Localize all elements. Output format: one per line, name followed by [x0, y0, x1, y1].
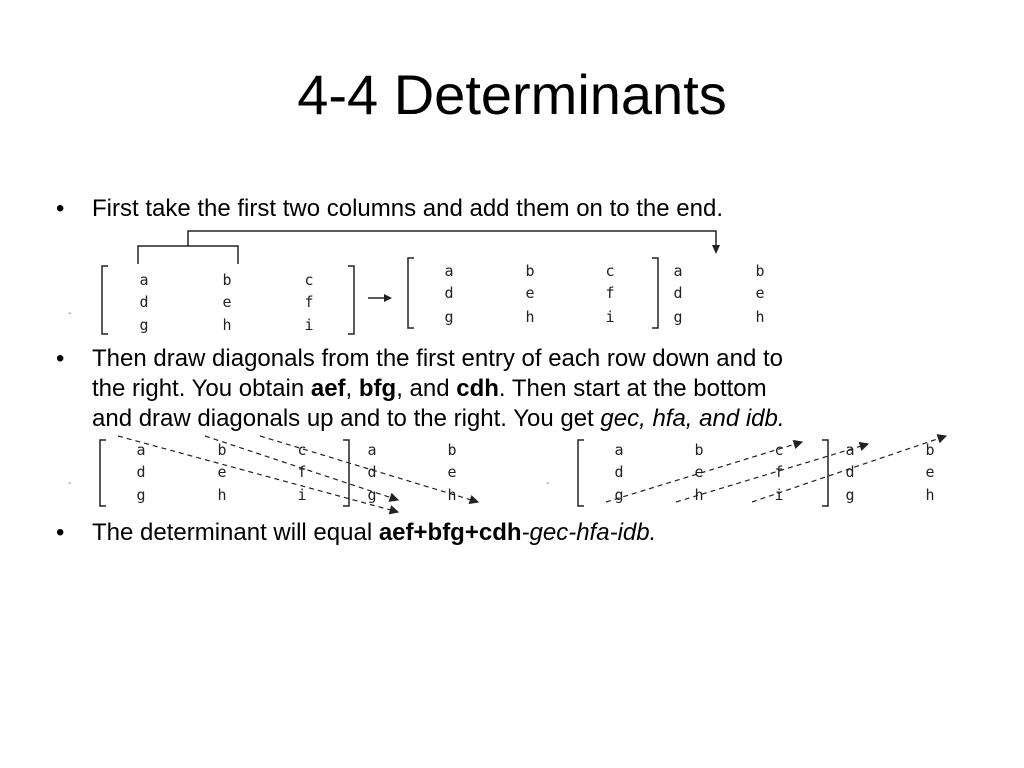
x2-d: d	[136, 463, 146, 481]
m-d: d	[139, 293, 149, 311]
m-f: f	[304, 293, 314, 311]
m-c: c	[304, 271, 314, 289]
m2-bracket-open	[100, 440, 106, 506]
x2-f: f	[297, 463, 307, 481]
text-run: , and	[396, 375, 457, 402]
x1-f: f	[605, 284, 615, 302]
m2-bracket-close	[343, 440, 349, 506]
x3-i: i	[774, 486, 784, 504]
x1-a: a	[444, 262, 454, 280]
m3-bracket-close	[822, 440, 828, 506]
x3-g2: g	[845, 486, 855, 504]
x2-b: b	[217, 441, 227, 459]
x2-g2: g	[367, 486, 377, 504]
x1-i: i	[605, 308, 615, 326]
x2-d2: d	[367, 463, 377, 481]
x2-h: h	[217, 486, 227, 504]
x1-e2: e	[755, 284, 765, 302]
x2-c: c	[297, 441, 307, 459]
text-run: The determinant will equal	[92, 519, 379, 546]
x3-a: a	[614, 441, 624, 459]
m3-bracket-open	[578, 440, 584, 506]
tick-mark: -	[546, 478, 550, 489]
m-b: b	[222, 271, 232, 289]
x1-g2: g	[673, 308, 683, 326]
term-bfg: bfg	[358, 375, 397, 402]
positive-terms: aef+bfg+cdh	[378, 519, 522, 546]
text-run: . Then start at the bottom	[498, 375, 767, 402]
x2-g: g	[136, 486, 146, 504]
m-e: e	[222, 293, 232, 311]
m-i: i	[304, 316, 314, 334]
x2-h2: h	[447, 486, 457, 504]
m-g: g	[139, 316, 149, 334]
x3-h: h	[694, 486, 704, 504]
text-run: and draw diagonals up and to the right. You get	[92, 405, 601, 432]
x1-d: d	[444, 284, 454, 302]
x2-e: e	[217, 463, 227, 481]
x1-h2: h	[755, 308, 765, 326]
bullet-dot: •	[56, 345, 65, 372]
x1-e: e	[525, 284, 535, 302]
x3-g: g	[614, 486, 624, 504]
term-cdh: cdh	[456, 375, 499, 402]
x2-a: a	[136, 441, 146, 459]
x3-e: e	[694, 463, 704, 481]
m-h: h	[222, 316, 232, 334]
x3-e2: e	[925, 463, 935, 481]
x2-i: i	[297, 486, 307, 504]
x3-d2: d	[845, 463, 855, 481]
text-run: the right. You obtain	[92, 375, 311, 402]
tick-mark: -	[68, 308, 72, 319]
x1-h: h	[525, 308, 535, 326]
x3-h2: h	[925, 486, 935, 504]
bullet-1-text: First take the first two columns and add them on to the end.	[92, 195, 723, 222]
x1-b: b	[525, 262, 535, 280]
x2-b2: b	[447, 441, 457, 459]
text-run: Then draw diagonals from the first entry of each row down and to	[92, 345, 784, 372]
x3-a2: a	[845, 441, 855, 459]
x1-a2: a	[673, 262, 683, 280]
x3-d: d	[614, 463, 624, 481]
tick-mark: -	[68, 478, 72, 489]
x3-b2: b	[925, 441, 935, 459]
m-a: a	[139, 271, 149, 289]
x3-f: f	[774, 463, 784, 481]
terms-gec-hfa-idb: gec, hfa, and idb.	[600, 405, 785, 432]
bullet-dot: •	[56, 195, 65, 222]
x2-a2: a	[367, 441, 377, 459]
bullet-3	[56, 518, 657, 548]
x1-c: c	[605, 262, 615, 280]
x1-b2: b	[755, 262, 765, 280]
slide-title: 4-4 Determinants	[297, 63, 727, 126]
negative-terms: -gec-hfa-idb.	[521, 519, 657, 546]
x2-e2: e	[447, 463, 457, 481]
x1-g: g	[444, 308, 454, 326]
x1-d2: d	[673, 284, 683, 302]
text-run: ,	[345, 375, 359, 402]
x3-b: b	[694, 441, 704, 459]
x3-c: c	[774, 441, 784, 459]
term-aef: aef	[310, 375, 346, 402]
bullet-dot: •	[56, 519, 65, 546]
diag-down-aef	[118, 436, 398, 512]
